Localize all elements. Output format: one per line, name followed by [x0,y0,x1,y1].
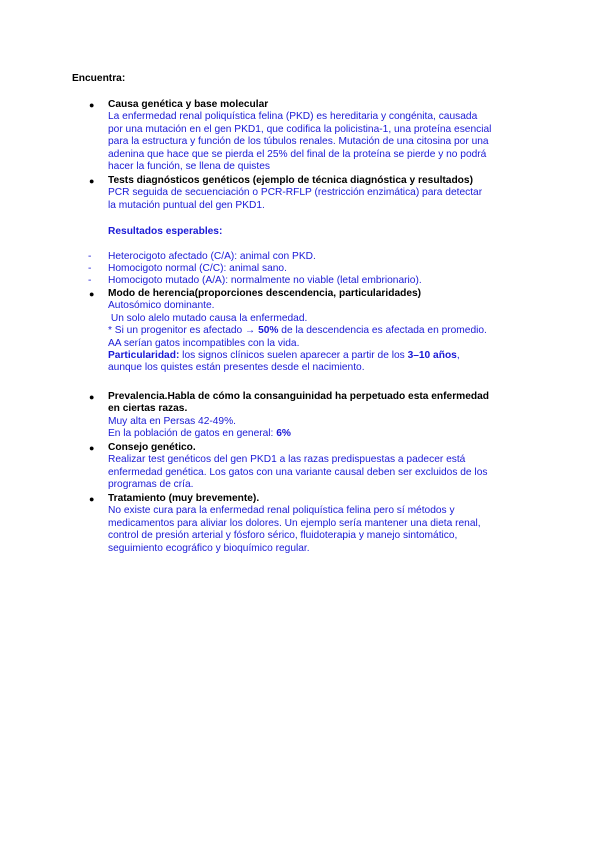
section-cause [108,99,528,173]
body-line: por una mutación en el gen PKD1, que codifica la policistina-1, una proteína esencial [108,123,492,135]
bullet-icon: ● [89,289,95,299]
body-line: enfermedad genética. Los gatos con una variante causal deben ser excluidos de los [108,466,488,478]
section-title: Tratamiento (muy brevemente). [108,493,260,504]
section-title: Causa genética y base molecular [108,99,269,110]
section-title: Prevalencia.Habla de cómo la consanguinidad ha perpetuado esta enfermedad [108,391,490,402]
section-title: Consejo genético. [108,442,196,453]
body-line: aunque los quistes están presentes desde el nacimiento. [108,362,365,374]
bullet-icon: ● [89,494,95,504]
body-line: seguimiento ecográfico y bioquímico regular. [108,542,310,554]
text-run: , [456,350,460,362]
text-run-bold: 50% [258,325,279,337]
body-line: programas de cría. [108,479,194,491]
page-heading: Encuentra: [72,73,126,84]
body-line: AA serían gatos incompatibles con la vida. [108,337,300,349]
dash-marker: - [88,275,92,286]
section-treatment [108,493,528,555]
text-run: los signos clínicos suelen aparecer a partir de los [179,350,408,362]
section-inheritance [108,288,528,375]
body-line: Realizar test genéticos del gen PKD1 a las razas predispuestas a padecer está [108,454,466,466]
results-title: Resultados esperables: [108,226,223,237]
text-run: de la descendencia es afectada en promedio. [278,325,487,337]
body-line: Un solo alelo mutado causa la enfermedad. [108,312,308,324]
text-run-bold: Particularidad: [108,350,180,362]
body-line: hacer la función, se llena de quistes [108,161,270,173]
text-run-bold: 6% [276,428,291,440]
bullet-icon: ● [89,392,95,402]
body-line: control de presión arterial y fósforo sérico, fluidoterapia y manejo sintomático, [108,530,458,542]
body-line [108,325,528,337]
body-line: PCR seguida de secuenciación o PCR-RFLP (restricción enzimática) para detectar [108,187,483,199]
body-line: medicamentos para aliviar los dolores. Un ejemplo sería mantener una dieta renal, [108,517,481,529]
body-line: Autosómico dominante. [108,300,215,312]
result-item: Homocigoto mutado (A/A): normalmente no viable (letal embrionario). [108,275,422,286]
bullet-icon: ● [89,176,95,186]
section-title: en ciertas razas. [108,403,188,415]
bullet-icon: ● [89,100,95,110]
section-counseling [108,442,528,492]
section-title: Modo de herencia(proporciones descendencia, particularidades) [108,288,422,299]
result-item: Heterocigoto afectado (C/A): animal con PKD. [108,251,316,262]
dash-marker: - [88,251,92,262]
text-run-bold: 3–10 años [407,350,457,362]
section-title: Tests diagnósticos genéticos (ejemplo de técnica diagnóstica y resultados) [108,175,473,186]
bullet-icon: ● [89,443,95,453]
body-line: La enfermedad renal poliquística felina (PKD) es hereditaria y congénita, causada [108,111,478,123]
section-prevalence [108,391,528,441]
body-line: para la estructura y función de los túbulos renales. Mutación de una citosina por una [108,136,489,148]
body-line: Muy alta en Persas 42-49%. [108,415,236,427]
body-line: adenina que hace que se pierda el 25% del final de la proteína se pierde y no podrá [108,148,487,160]
dash-marker: - [88,263,92,274]
result-item: Homocigoto normal (C/C): animal sano. [108,263,287,274]
body-line: la mutación puntual del gen PKD1. [108,199,265,211]
text-run: En la población de gatos en general: [108,428,277,440]
body-line [108,428,528,440]
section-tests [108,175,528,212]
body-line: No existe cura para la enfermedad renal poliquística felina pero sí métodos y [108,505,455,517]
text-run: * Si un progenitor es afectado → [108,325,259,337]
body-line [108,350,528,362]
